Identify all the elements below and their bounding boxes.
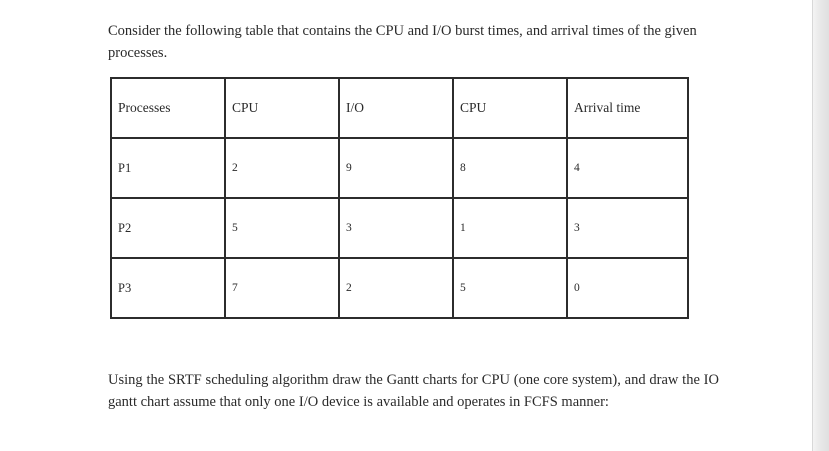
table-row xyxy=(111,138,688,198)
process-name-cell: P3 xyxy=(111,258,225,318)
arrival-time-cell: 0 xyxy=(567,258,688,318)
header-processes: Processes xyxy=(111,78,225,138)
table-header-row xyxy=(111,78,688,138)
table-row xyxy=(111,258,688,318)
header-cpu-first: CPU xyxy=(225,78,339,138)
process-name-cell: P2 xyxy=(111,198,225,258)
header-arrival-time: Arrival time xyxy=(567,78,688,138)
io-burst-cell: 2 xyxy=(339,258,453,318)
arrival-time-cell: 4 xyxy=(567,138,688,198)
question-paragraph: Using the SRTF scheduling algorithm draw the Gantt charts for CPU (one core system), and draw the IO gantt chart assume that only one I/O device is available and operates in FCFS manner: xyxy=(108,372,719,410)
scrollbar-track[interactable] xyxy=(812,0,829,451)
cpu-burst-1-cell: 5 xyxy=(225,198,339,258)
cpu-burst-2-cell: 8 xyxy=(453,138,567,198)
io-burst-cell: 3 xyxy=(339,198,453,258)
cpu-burst-2-cell: 1 xyxy=(453,198,567,258)
header-cpu-second: CPU xyxy=(453,78,567,138)
process-burst-table xyxy=(110,77,689,319)
cpu-burst-1-cell: 7 xyxy=(225,258,339,318)
table-row xyxy=(111,198,688,258)
header-io: I/O xyxy=(339,78,453,138)
intro-paragraph: Consider the following table that contains the CPU and I/O burst times, and arrival times of the given processes. xyxy=(108,23,697,61)
process-name-cell: P1 xyxy=(111,138,225,198)
cpu-burst-1-cell: 2 xyxy=(225,138,339,198)
cpu-burst-2-cell: 5 xyxy=(453,258,567,318)
arrival-time-cell: 3 xyxy=(567,198,688,258)
io-burst-cell: 9 xyxy=(339,138,453,198)
